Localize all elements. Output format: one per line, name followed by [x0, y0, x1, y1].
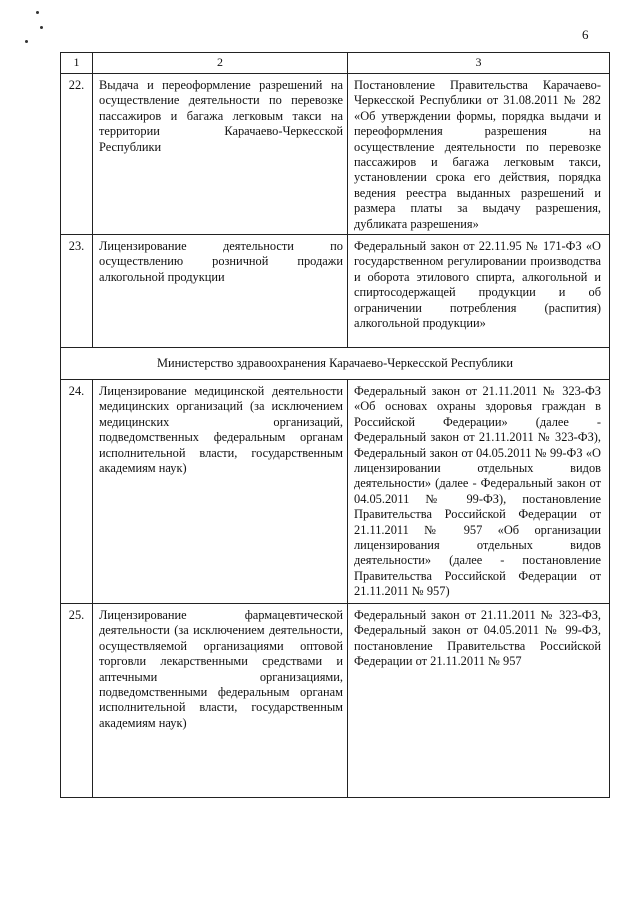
column-header: 3 — [348, 53, 610, 74]
scan-speck — [40, 26, 43, 29]
row-number: 22. — [61, 74, 93, 235]
row-number: 25. — [61, 604, 93, 798]
legal-basis: Постановление Правительства Карачаево-Черкесской Республики от 31.08.2011 № 282 «Об утверждении формы, порядка выдачи и переоформления разрешения на осуществление деятельности по перевозке пассажиров и багажа легковым такси, установлении срока его действия, порядка ведения реестра выданных разрешений и размера платы за выдачу разрешения, дубликата разрешения» — [348, 74, 610, 235]
service-name: Выдача и переоформление разрешений на осуществление деятельности по перевозке пассажиров и багажа легковым такси на территории Карачаево-Черкесской Республики — [93, 74, 348, 235]
row-number: 24. — [61, 380, 93, 604]
section-row — [61, 348, 610, 380]
services-table — [60, 52, 610, 798]
row-number: 23. — [61, 235, 93, 348]
scan-speck — [25, 40, 28, 43]
scan-speck — [36, 11, 39, 14]
column-header: 1 — [61, 53, 93, 74]
legal-basis: Федеральный закон от 21.11.2011 № 323-ФЗ, Федеральный закон от 04.05.2011 № 99-ФЗ, постановление Правительства Российской Федерации от 21.11.2011 № 957 — [348, 604, 610, 798]
service-name: Лицензирование медицинской деятельности медицинских организаций (за исключением медицинских организаций, подведомственных федеральным органам исполнительной власти, государственным академиям наук) — [93, 380, 348, 604]
table-row — [61, 235, 610, 348]
service-name: Лицензирование деятельности по осуществлению розничной продажи алкогольной продукции — [93, 235, 348, 348]
legal-basis: Федеральный закон от 22.11.95 № 171-ФЗ «О государственном регулировании производства и оборота этилового спирта, алкогольной и спиртосодержащей продукции и об ограничении потребления (распития) алкогольной продукции» — [348, 235, 610, 348]
column-header: 2 — [93, 53, 348, 74]
service-name: Лицензирование фармацевтической деятельности (за исключением деятельности, осуществляемой организациями оптовой торговли лекарственными средствами и аптечными организациями, подведомственными федеральным органам исполнительной власти, государственным академиям наук) — [93, 604, 348, 798]
page-number: 6 — [582, 27, 589, 42]
table-header-row — [61, 53, 610, 74]
table-row — [61, 380, 610, 604]
legal-basis: Федеральный закон от 21.11.2011 № 323-ФЗ «Об основах охраны здоровья граждан в Российской Федерации» (далее - Федеральный закон от 21.11.2011 № 323-ФЗ), Федеральный закон от 04.05.2011 № 99-ФЗ «О лицензировании отдельных видов деятельности» (далее - Федеральный закон от 04.05.2011 № 99-ФЗ), постановление Правительства Российской Федерации от 21.11.2011 № 957 «Об организации лицензирования отдельных видов деятельности» (далее - постановление Правительства Российской Федерации от 21.11.2011 № 957) — [348, 380, 610, 604]
table-row — [61, 604, 610, 798]
table-row — [61, 74, 610, 235]
section-title: Министерство здравоохранения Карачаево-Черкесской Республики — [61, 348, 610, 380]
